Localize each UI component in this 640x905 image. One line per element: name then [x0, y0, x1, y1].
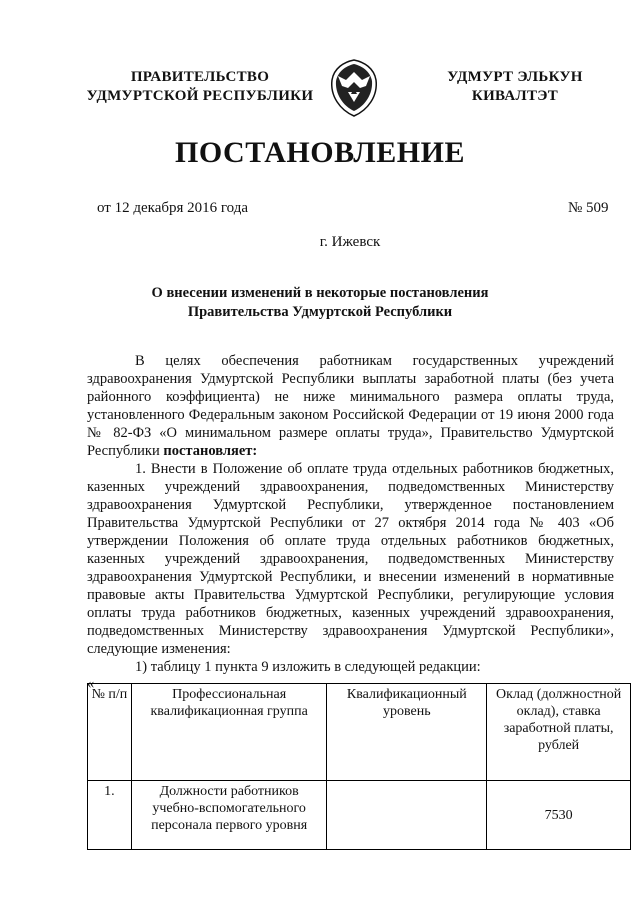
document-city: г. Ижевск	[319, 234, 381, 250]
row-cell-salary: 7530	[487, 781, 631, 850]
header-cell-level: Квалификационный уровень	[327, 684, 487, 781]
header-left-line1: ПРАВИТЕЛЬСТВО	[130, 69, 270, 85]
header-right-line1: УДМУРТ ЭЛЬКУН	[447, 69, 583, 85]
paragraph-item-1: 1. Внести в Положение об оплате труда отдельных работников бюджетных, казенных учреждений здравоохранения, подведомственных Министерству здравоохранения Удмуртской Республики, утвержденное постановлением Правительства Удмуртской Республики от 27 октября 2014 года № 403 «Об утверждении Положения об оплате труда отдельных работников бюджетных, казенных учреждений здравоохранения, подведомственных Министерству здравоохранения Удмуртской Республики, и внесении изменений в нормативные правовые акты Правительства Удмуртской Республики, регулирующие условия оплаты труда работников бюджетных, казенных учреждений здравоохранения, подведомственных Министерству здравоохранения Удмуртской Республики», следующие изменения:	[87, 461, 614, 657]
preamble-end: :	[252, 443, 258, 459]
header-left-line2: УДМУРТСКОЙ РЕСПУБЛИКИ	[86, 88, 314, 104]
document-date: от 12 декабря 2016 года	[97, 200, 249, 216]
coat-of-arms-icon	[328, 58, 380, 118]
preamble-bold: постановляет	[163, 443, 253, 459]
row-cell-num: 1.	[88, 781, 132, 850]
header-right	[400, 68, 630, 106]
document-title: ПОСТАНОВЛЕНИЕ	[175, 136, 465, 169]
table-header-row	[88, 684, 631, 781]
header-cell-group: Профессиональная квалификационная группа	[131, 684, 327, 781]
header-right-line2: КИВАЛТЭТ	[471, 88, 559, 104]
header-left	[80, 68, 320, 106]
salary-table	[87, 683, 631, 850]
paragraph-item-1-1: 1) таблицу 1 пункта 9 изложить в следующей редакции:	[135, 659, 481, 675]
document-number: № 509	[568, 200, 609, 216]
subject-line1: О внесении изменений в некоторые постановления	[151, 285, 489, 301]
paragraph-preamble	[87, 352, 614, 460]
header-cell-num: № п/п	[88, 684, 132, 781]
subject-line2: Правительства Удмуртской Республики	[187, 304, 453, 320]
table-row	[88, 781, 631, 850]
quote-mark: «	[87, 676, 95, 692]
preamble-text: В целях обеспечения работникам государственных учреждений здравоохранения Удмуртской Республики выплаты заработной платы (без учета районного коэффициента) не ниже минимального размера оплаты труда, установленного Федеральным законом Российской Федерации от 19 июня 2000 года № 82-ФЗ «О минимальном размере оплаты труда», Правительство Удмуртской Республики	[87, 353, 614, 459]
header-cell-salary: Оклад (должностной оклад), ставка заработной платы, рублей	[487, 684, 631, 781]
row-cell-group: Должности работников учебно-вспомогательного персонала первого уровня	[131, 781, 327, 850]
document-body	[87, 352, 614, 692]
document-subject	[80, 284, 560, 322]
row-cell-level	[327, 781, 487, 850]
